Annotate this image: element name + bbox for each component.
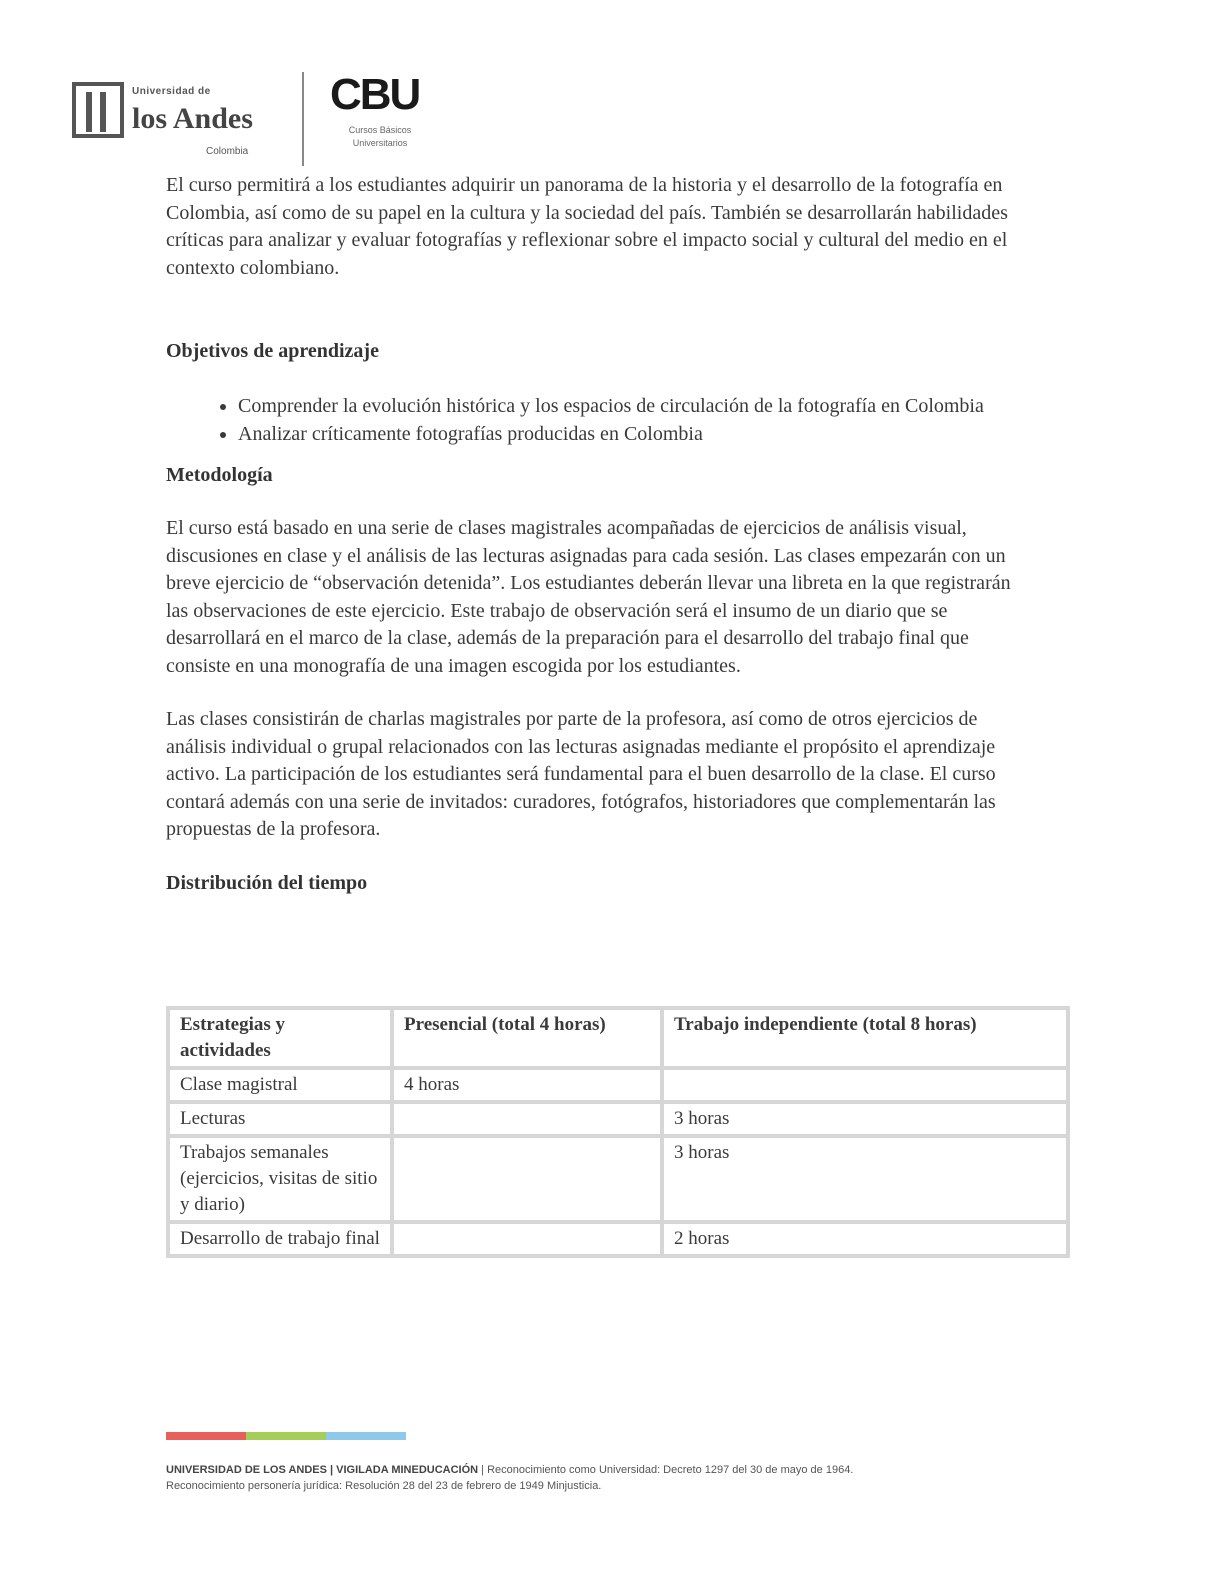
university-logo <box>72 76 272 166</box>
table-row <box>168 1136 1068 1222</box>
footer-line-2: Reconocimiento personería jurídica: Resolución 28 del 23 de febrero de 1949 Minjusticia. <box>166 1480 602 1492</box>
cbu-logo-mark: CBU <box>330 70 420 119</box>
university-logo-name: los Andes <box>132 102 253 135</box>
table-cell: Lecturas <box>168 1102 392 1136</box>
cbu-logo-subtitle-line2: Universitarios <box>352 138 408 148</box>
document-body <box>166 172 1036 937</box>
column-header: Presencial (total 4 horas) <box>392 1008 662 1068</box>
table-cell: 3 horas <box>662 1136 1068 1222</box>
objective-item: • Analizar críticamente fotografías producidas en Colombia <box>238 421 1036 449</box>
footer-line-1 <box>166 1462 986 1478</box>
table-cell <box>392 1102 662 1136</box>
footer-bar-blue <box>326 1432 406 1440</box>
intro-paragraph: El curso permitirá a los estudiantes adquirir un panorama de la historia y el desarrollo de la fotografía en Colombia, así como de su papel en la cultura y la sociedad del país. También se desarrollarán habilidades críticas para analizar y evaluar fotografías y reflexionar sobre el impacto social y cultural del medio en el contexto colombiano. <box>166 174 1008 279</box>
table-cell: 2 horas <box>662 1222 1068 1256</box>
table-cell <box>662 1068 1068 1102</box>
table-cell: 4 horas <box>392 1068 662 1102</box>
table-cell: Trabajos semanales (ejercicios, visitas de sitio y diario) <box>168 1136 392 1222</box>
cbu-logo <box>330 72 440 166</box>
footer-institution: UNIVERSIDAD DE LOS ANDES | VIGILADA MINEDUCACIÓN <box>166 1464 479 1476</box>
table-cell: Clase magistral <box>168 1068 392 1102</box>
distribution-heading: Distribución del tiempo <box>166 871 368 894</box>
table-row <box>168 1068 1068 1102</box>
methodology-paragraph: El curso está basado en una serie de clases magistrales acompañadas de ejercicios de análisis visual, discusiones en clase y el análisis de las lecturas asignadas para cada sesión. Las clases empezarán con un breve ejercicio de “observación detenida”. Los estudiantes deberán llevar una libreta en la que registrarán las observaciones de este ejercicio. Este trabajo de observación será el insumo de un diario que se desarrollará en el marco de la clase, además de la preparación para el desarrollo del trabajo final que consiste en una monografía de una imagen escogida por los estudiantes. <box>166 517 1011 677</box>
footer-color-bar <box>166 1432 406 1440</box>
table-cell <box>392 1136 662 1222</box>
objectives-heading: Objetivos de aprendizaje <box>166 340 379 362</box>
methodology-heading: Metodología <box>166 464 273 486</box>
objective-item: • Comprender la evolución histórica y los espacios de circulación de la fotografía en Colombia <box>238 393 1036 421</box>
methodology-paragraph: Las clases consistirán de charlas magistrales por parte de la profesora, así como de otros ejercicios de análisis individual o grupal relacionados con las lecturas asignadas mediante el propósito el aprendizaje activo. La participación de los estudiantes será fundamental para el buen desarrollo de la clase. El curso contará además con una serie de invitados: curadores, fotógrafos, historiadores que complementarán las propuestas de la profesora. <box>166 708 996 840</box>
logo-divider <box>302 72 304 166</box>
university-logo-mark-icon <box>72 82 124 138</box>
footer-bar-green <box>246 1432 326 1440</box>
table-row <box>168 1222 1068 1256</box>
table-cell <box>392 1222 662 1256</box>
table-cell: Desarrollo de trabajo final <box>168 1222 392 1256</box>
footer-accreditation: | Reconocimiento como Universidad: Decreto 1297 del 30 de mayo de 1964. <box>478 1464 854 1476</box>
column-header: Trabajo independiente (total 8 horas) <box>662 1008 1068 1068</box>
objectives-list <box>166 393 1036 448</box>
cbu-logo-subtitle-line1: Cursos Básicos <box>348 125 412 135</box>
footer-text <box>166 1462 986 1494</box>
table-row <box>168 1102 1068 1136</box>
column-header: Estrategias y actividades <box>168 1008 392 1068</box>
footer-bar-red <box>166 1432 246 1440</box>
university-logo-top: Universidad de <box>132 86 211 97</box>
cbu-logo-subtitle <box>330 124 430 150</box>
time-distribution-table <box>166 1006 1070 1258</box>
page-header <box>72 72 452 168</box>
university-logo-country: Colombia <box>206 146 249 157</box>
table-header-row <box>168 1008 1068 1068</box>
table-cell: 3 horas <box>662 1102 1068 1136</box>
